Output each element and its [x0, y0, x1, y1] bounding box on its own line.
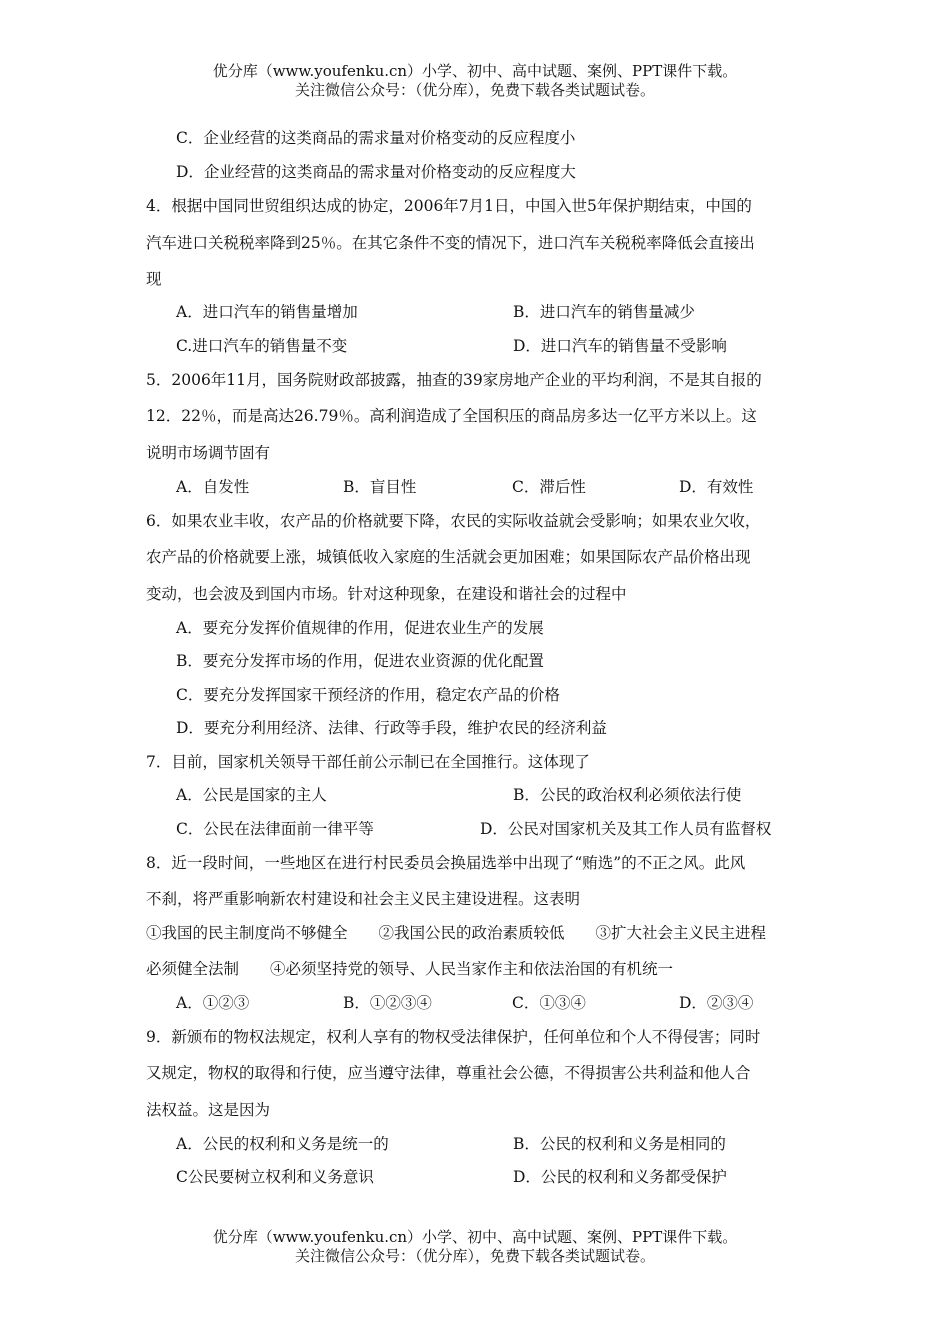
q6-option-d: D．要充分利用经济、法律、行政等手段，维护农民的经济利益 — [176, 719, 607, 737]
q9-stem-line-3: 法权益。这是因为 — [146, 1101, 271, 1119]
q6-option-b: B．要充分发挥市场的作用，促进农业资源的优化配置 — [176, 652, 544, 670]
q7-option-d: D．公民对国家机关及其工作人员有监督权 — [480, 820, 772, 838]
q4-option-c: C.进口汽车的销售量不变 — [176, 337, 348, 355]
q9-option-a: A．公民的权利和义务是统一的 — [176, 1135, 389, 1153]
page-header — [0, 62, 950, 100]
q4-stem-line-1: 4．根据中国同世贸组织达成的协定，2006年7月1日，中国入世5年保护期结束，中国的 — [146, 197, 752, 215]
q8-option-a: A．①②③ — [176, 994, 250, 1012]
q8-option-b: B．①②③④ — [343, 994, 432, 1012]
q4-option-b: B．进口汽车的销售量减少 — [513, 303, 695, 321]
q5-option-c: C．滞后性 — [512, 478, 586, 496]
q6-stem-line-1: 6．如果农业丰收，农产品的价格就要下降，农民的实际收益就会受影响；如果农业欠收， — [146, 512, 761, 530]
page-footer — [0, 1228, 950, 1266]
q9-option-d: D．公民的权利和义务都受保护 — [513, 1168, 727, 1186]
q4-stem-line-2: 汽车进口关税税率降到25％。在其它条件不变的情况下，进口汽车关税税率降低会直接出 — [146, 234, 755, 252]
q5-stem-line-3: 说明市场调节固有 — [146, 444, 271, 462]
q4-stem-line-3: 现 — [146, 270, 162, 288]
header-line-1: 优分库（www.youfenku.cn）小学、初中、高中试题、案例、PPT课件下载。 — [212, 62, 738, 80]
footer-line-2: 关注微信公众号：（优分库），免费下载各类试题试卷。 — [294, 1247, 655, 1265]
q9-stem-line-1: 9．新颁布的物权法规定，权利人享有的物权受法律保护，任何单位和个人不得侵害；同时 — [146, 1028, 761, 1046]
q8-stem-line-2: 不刹，将严重影响新农村建设和社会主义民主建设进程。这表明 — [146, 890, 581, 908]
q4-option-a: A．进口汽车的销售量增加 — [176, 303, 358, 321]
q9-stem-line-2: 又规定，物权的取得和行使，应当遵守法律，尊重社会公德，不得损害公共利益和他人合 — [146, 1064, 751, 1082]
q6-stem-line-2: 农产品的价格就要上涨，城镇低收入家庭的生活就会更加困难；如果国际农产品价格出现 — [146, 548, 751, 566]
q6-option-c: C．要充分发挥国家干预经济的作用，稳定农产品的价格 — [176, 686, 560, 704]
q9-option-b: B．公民的权利和义务是相同的 — [513, 1135, 726, 1153]
footer-line-1: 优分库（www.youfenku.cn）小学、初中、高中试题、案例、PPT课件下载。 — [212, 1228, 738, 1246]
q8-option-c: C．①③④ — [512, 994, 586, 1012]
q8-stem-line-4: 必须健全法制 ④必须坚持党的领导、人民当家作主和依法治国的有机统一 — [146, 960, 674, 978]
q8-option-d: D．②③④ — [679, 994, 754, 1012]
q6-stem-line-3: 变动，也会波及到国内市场。针对这种现象，在建设和谐社会的过程中 — [146, 585, 627, 603]
q5-option-b: B．盲目性 — [343, 478, 417, 496]
q3-option-c: C．企业经营的这类商品的需求量对价格变动的反应程度小 — [176, 129, 576, 147]
q6-option-a: A．要充分发挥价值规律的作用，促进农业生产的发展 — [176, 619, 544, 637]
header-line-2: 关注微信公众号：（优分库），免费下载各类试题试卷。 — [294, 81, 655, 99]
q7-option-c: C．公民在法律面前一律平等 — [176, 820, 374, 838]
q7-stem-line-1: 7．目前，国家机关领导干部任前公示制已在全国推行。这体现了 — [146, 753, 590, 771]
q3-option-d: D．企业经营的这类商品的需求量对价格变动的反应程度大 — [176, 163, 576, 181]
q5-stem-line-1: 5．2006年11月，国务院财政部披露，抽查的39家房地产企业的平均利润，不是其自报的 — [146, 371, 762, 389]
q9-option-c: C公民要树立权利和义务意识 — [176, 1168, 374, 1186]
q7-option-a: A．公民是国家的主人 — [176, 786, 327, 804]
q5-option-d: D．有效性 — [679, 478, 754, 496]
q7-option-b: B．公民的政治权利必须依法行使 — [513, 786, 742, 804]
q8-stem-line-1: 8．近一段时间，一些地区在进行村民委员会换届选举中出现了“贿选”的不正之风。此风 — [146, 854, 746, 872]
q8-stem-line-3: ①我国的民主制度尚不够健全 ②我国公民的政治素质较低 ③扩大社会主义民主进程 — [146, 924, 767, 942]
q4-option-d: D．进口汽车的销售量不受影响 — [513, 337, 727, 355]
q5-stem-line-2: 12．22％，而是高达26.79％。高利润造成了全国积压的商品房多达一亿平方米以上。这 — [146, 407, 757, 425]
q5-option-a: A．自发性 — [176, 478, 250, 496]
